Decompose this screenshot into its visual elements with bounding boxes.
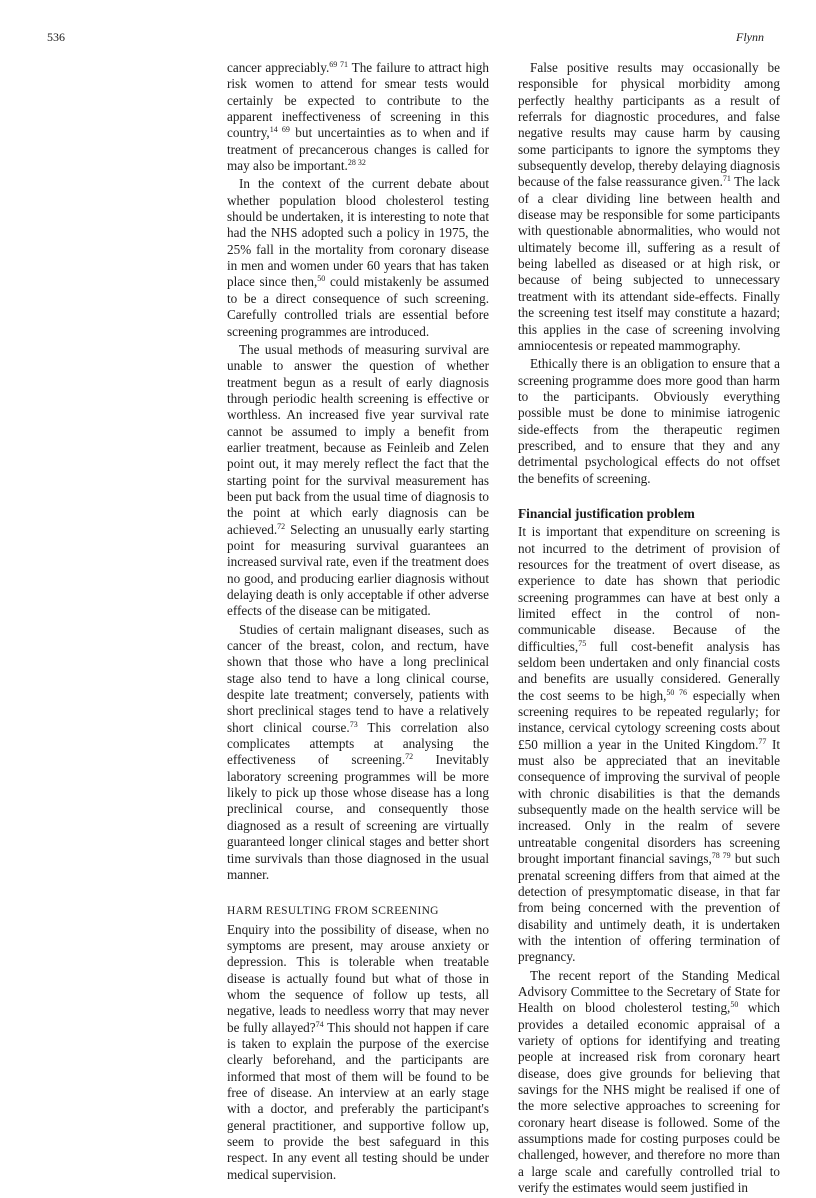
text-run: Enquiry into the possibility of disease, when no symptoms are present, may arouse anxiety or depression. This is tolerable when treatable disease is actually found but what of those in whom the sequence of follow up tests, all negative, leads to needless worry that may never be fully allayed? (227, 921, 489, 1035)
paragraph (518, 524, 780, 965)
left-column (227, 60, 489, 1185)
citation-superscript: 72 (277, 521, 286, 531)
text-run: but uncertainties as to when and if treatment of precancerous changes is called for may also be important. (227, 125, 489, 174)
citation-superscript: 50 76 (666, 687, 687, 697)
text-run: cancer appreciably. (227, 60, 330, 75)
text-run: This should not happen if care is taken to explain the purpose of the exercise clearly beforehand, and the participants are informed that most of them will be found to be free of disease. An interview at an early stage with a doctor, and preferably the participant's general practitioner, and supportive follow up, seem to provide the best safeguard in this respect. In any event all testing should be under medical supervision. (227, 1019, 489, 1182)
text-run: It must also be appreciated that an inevitable consequence of improving the survival of people with chronic disabilities is that the demands subsequently made on the health service will be increased. Only in the realm of severe untreatable congenital disorders has screening brought important financial savings, (518, 736, 780, 867)
paragraph (227, 622, 489, 884)
text-run: This correlation also complicates attempts at analysing the effectiveness of screening. (227, 719, 489, 768)
text-run: It is important that expenditure on screening is not incurred to the detriment of provision of resources for the treatment of overt disease, as experience to date has shown that periodic screening programmes can have at best only a limited effect in the control of non-communicable disease. Because of the difficulties, (518, 524, 780, 654)
text-run: False positive results may occasionally be responsible for physical morbidity among perfectly healthy participants as a result of referrals for diagnostic procedures, and false negative results may cause harm by causing some participants to ignore the symptoms they subsequently develop, thereby delaying diagnosis because of the false reassurance given. (518, 60, 780, 190)
citation-superscript: 77 (758, 736, 767, 746)
citation-superscript: 28 32 (347, 158, 366, 168)
text-run: The usual methods of measuring survival are unable to answer the question of whether treatment begun as a result of early diagnosis through periodic health screening is effective or worthless. An increased five year survival rate cannot be assumed to imply a benefit from earlier treatment, because as Feinleib and Zelen point out, it may merely reflect the fact that the starting point for the survival measurement has been put back from the usual time of diagnosis to the point at which early diagnosis can be achieved. (227, 341, 489, 537)
paragraph (518, 968, 780, 1197)
right-column (518, 60, 780, 1198)
text-run: but such prenatal screening differs from that aimed at the detection of presymptomatic disease, in that far from being concerned with the prevention of disability and untimely death, it is undertaken with the intention of offering termination of pregnancy. (518, 851, 781, 965)
paragraph (227, 342, 489, 620)
paragraph (518, 356, 780, 487)
paragraph (518, 60, 780, 354)
citation-superscript: 50 (730, 1000, 739, 1010)
citation-superscript: 75 (578, 638, 587, 648)
text-run: Inevitably laboratory screening programmes will be more likely to pick up those whose disease has a long preclinical course, and consequently those diagnosed as a result of screening are virtually guaranteed longer clinical stages and better short time survivals than those diagnosed in the usual manner. (227, 752, 489, 882)
paragraph (227, 176, 489, 339)
citation-superscript: 69 71 (329, 60, 348, 69)
section-heading: Financial justification problem (518, 505, 695, 521)
citation-superscript: 74 (315, 1019, 324, 1029)
text-run: The lack of a clear dividing line between health and disease may be responsible for some participants with questionable abnormalities, who would not ultimately become ill, suffering as a result of being labelled as diseased or at high risk, or because of being subjected to unnecessary treatment with its attendant side-effects. Finally the screening test itself may constitute a hazard; this applies in the case of screening involving amniocentesis or repeated mammography. (518, 174, 780, 353)
citation-superscript: 71 (722, 174, 731, 184)
citation-superscript: 72 (405, 752, 414, 762)
text-run: which provides a detailed economic appraisal of a variety of options for identifying and treating people at increased risk from coronary heart disease, does give grounds for believing that savings for the NHS might be realised if one of the more selective approaches to screening for coronary heart disease is followed. Some of the assumptions made for costing purposes could be challenged, however, and therefore no more than a large scale and carefully controlled trial to verify the estimates would seem justified in (518, 1000, 781, 1196)
text-run: The recent report of the Standing Medical Advisory Committee to the Secretary of State for Health on blood cholesterol testing, (518, 967, 780, 1016)
paragraph (227, 922, 489, 1184)
text-run: The failure to attract high risk women to attend for smear tests would certainly be expected to contribute to the apparent ineffectiveness of screening in this country, (227, 60, 489, 141)
subsection-heading: HARM RESULTING FROM SCREENING (227, 905, 439, 918)
text-run: could mistakenly be assumed to be a direct consequence of such screening. Carefully controlled trials are essential before screening programmes are introduced. (227, 274, 489, 339)
citation-superscript: 73 (349, 719, 358, 729)
paragraph (227, 60, 489, 174)
running-head: Flynn (736, 30, 764, 44)
page-number: 536 (47, 30, 65, 44)
text-run: Selecting an unusually early starting point for measuring survival guarantees an increased survival rate, even if the treatment does no good, and producing earlier diagnosis without delaying death is only acceptable if other adverse effects of the disease can be mitigated. (227, 521, 489, 619)
text-run: especially when screening requires to be repeated regularly; for instance, cervical cytology screening costs about £50 million a year in the United Kingdom. (518, 687, 780, 752)
text-run: Studies of certain malignant diseases, such as cancer of the breast, colon, and rectum, have shown that those who have a long preclinical stage also tend to have a long clinical course, despite late treatment; conversely, patients with short preclinical stages tend to have a relatively short clinical course. (227, 621, 489, 735)
citation-superscript: 14 69 (269, 125, 290, 135)
citation-superscript: 50 (317, 274, 326, 284)
text-run: full cost-benefit analysis has seldom been undertaken and only financial costs and benefits are usually considered. Generally the cost seems to be high, (518, 638, 780, 703)
citation-superscript: 78 79 (711, 851, 731, 861)
text-run: In the context of the current debate about whether population blood cholesterol testing should be undertaken, it is interesting to note that had the NHS adopted such a policy in 1975, the 25% fall in the mortality from coronary disease in men and women under 60 years that has taken place since then, (227, 176, 489, 290)
text-run: Ethically there is an obligation to ensure that a screening programme does more good than harm to the participants. Obviously everything possible must be done to minimise iatrogenic side-effects from the therapeutic regimen prescribed, and to ensure that they and any detrimental psychological effects do not offset the benefits of screening. (518, 356, 780, 486)
